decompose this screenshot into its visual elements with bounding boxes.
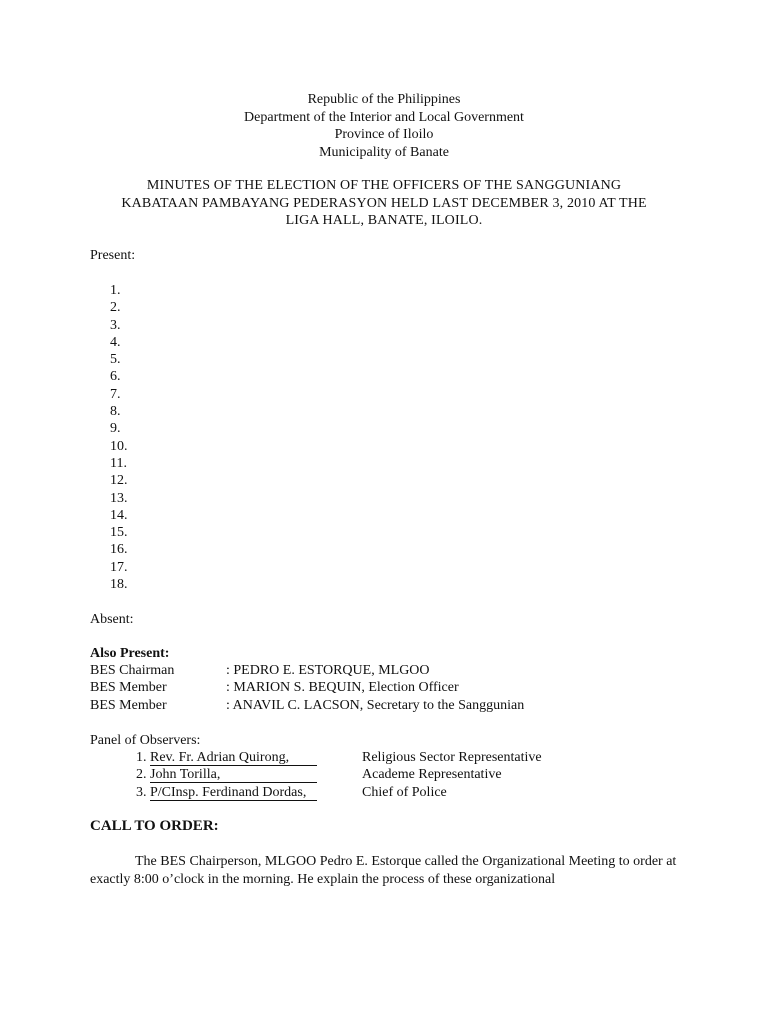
also-present-label: Also Present: (90, 646, 170, 661)
list-item: 4. (110, 334, 121, 350)
list-item: 2. (110, 300, 121, 316)
list-item: 13. (110, 490, 128, 506)
observer-role: Religious Sector Representative (362, 750, 542, 765)
present-list (110, 282, 128, 593)
also-present-name: : PEDRO E. ESTORQUE, MLGOO (226, 663, 430, 678)
list-item: 7. (110, 386, 121, 402)
header-province: Province of Iloilo (334, 127, 434, 142)
list-item: 17. (110, 559, 128, 575)
header-department: Department of the Interior and Local Government (244, 109, 524, 125)
header-republic: Republic of the Philippines (307, 92, 461, 107)
observers-label: Panel of Observers: (90, 733, 201, 748)
list-item: 11. (110, 455, 127, 471)
title-line-2: KABATAAN PAMBAYANG PEDERASYON HELD LAST DECEMBER 3, 2010 AT THE (121, 195, 647, 211)
observer-number: 3. (136, 785, 147, 800)
also-present-role: BES Member (90, 698, 167, 713)
also-present-role: BES Member (90, 680, 167, 695)
list-item: 12. (110, 473, 128, 489)
list-item: 14. (110, 507, 128, 523)
document-header (0, 91, 768, 161)
list-item: 5. (110, 352, 121, 368)
call-to-order-heading: CALL TO ORDER: (90, 818, 219, 834)
absent-label: Absent: (90, 612, 134, 627)
also-present-name: : MARION S. BEQUIN, Election Officer (226, 680, 459, 695)
observer-role: Academe Representative (362, 767, 502, 782)
list-item: 6. (110, 369, 121, 385)
title-line-1: MINUTES OF THE ELECTION OF THE OFFICERS OF THE SANGGUNIANG (146, 178, 622, 193)
list-item: 8. (110, 404, 121, 420)
observer-name: John Torilla, (150, 767, 317, 783)
present-label: Present: (90, 248, 136, 263)
list-item: 16. (110, 542, 128, 558)
call-to-order-paragraph: The BES Chairperson, MLGOO Pedro E. Estorque called the Organizational Meeting to order at exactly 8:00 o’clock in the morning. He explain the process of these organizational (90, 854, 677, 887)
observer-name: Rev. Fr. Adrian Quirong, (150, 750, 317, 766)
list-item: 9. (110, 421, 121, 437)
list-item: 10. (110, 438, 128, 454)
document-title (90, 177, 678, 230)
list-item: 18. (110, 577, 128, 593)
observer-number: 1. (136, 750, 147, 765)
also-present-name: : ANAVIL C. LACSON, Secretary to the Sanggunian (226, 698, 525, 713)
observer-name: P/CInsp. Ferdinand Dordas, (150, 785, 317, 801)
also-present-role: BES Chairman (90, 663, 175, 678)
header-municipality: Municipality of Banate (319, 144, 449, 160)
observer-role: Chief of Police (362, 785, 447, 800)
title-line-3: LIGA HALL, BANATE, ILOILO. (285, 213, 483, 228)
list-item: 3. (110, 317, 121, 333)
observer-number: 2. (136, 767, 147, 782)
list-item: 1. (110, 283, 121, 298)
list-item: 15. (110, 525, 128, 541)
